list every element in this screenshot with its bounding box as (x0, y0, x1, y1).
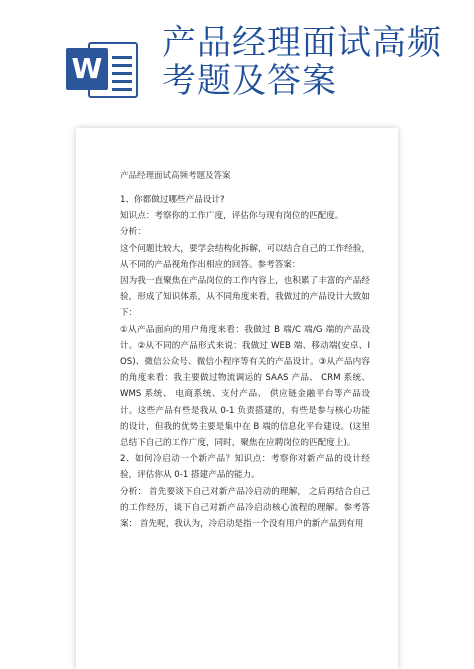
paragraph-analysis-label: 分析： (120, 227, 146, 238)
paragraph-analysis-2: 分析： 首先要谈下自己对新产品冷启动的理解， 之后再结合自己的工作经历，谈下自己对新产品冷启动核心流程的理解。参考答案： 首先呢，我认为，冷启动是指一个没有用户的新产品到有用 (120, 486, 370, 530)
document-page (76, 128, 398, 669)
word-document-icon (66, 38, 140, 100)
document-banner (0, 0, 474, 120)
document-body (120, 170, 370, 532)
banner-title (162, 24, 442, 100)
banner-title-line-2: 考题及答案 (162, 61, 337, 101)
paragraph-answer-detail: ①从产品面向的用户角度来看：我做过 B 端/C 端/G 端的产品设计。②从不同的产品形式来说：我做过 WEB 端、移动端(安卓、IOS)、微信公众号、微信小程序等有关的产品设计。③从产品内容的角度来看：我主要做过物流调运的 SAAS 产品、 CRM 系统、WMS 系统、 电商系统、支付产品、 供应链金融平台等产品设计。这些产品有些是我从 0-1 负责搭建的，有些是参与核心功能的设计，但我的优势主要是集中在 B 端的信息化平台建设。(这里总结下自己的工作广度，同时，聚焦在应聘岗位的匹配度上)。 (120, 324, 370, 449)
banner-title-line-1: 产品经理面试高频 (162, 23, 442, 63)
paragraph-answer-intro: 因为我一直聚焦在产品岗位的工作内容上，也积累了丰富的产品经验，形成了知识体系，从不同角度来看，我做过的产品设计大致如下： (120, 276, 370, 319)
paragraph-knowledge-point-1: 知识点：考察你的工作广度，评估你与现有岗位的匹配度。 (120, 211, 344, 222)
word-logo-letter: W (66, 48, 108, 90)
paragraph-analysis-1: 这个问题比较大，要学会结构化拆解，可以结合自己的工作经验，从不同的产品视角作出相应的回答。参考答案： (120, 243, 370, 270)
document-heading: 产品经理面试高频考题及答案 (120, 171, 231, 181)
paragraph-question-2: 2、如何冷启动一个新产品？知识点：考察你对新产品的设计经验，评估你从 0-1 搭建产品的能力。 (120, 454, 370, 481)
paragraph-question-1: 1、你都做过哪些产品设计? (120, 195, 225, 205)
